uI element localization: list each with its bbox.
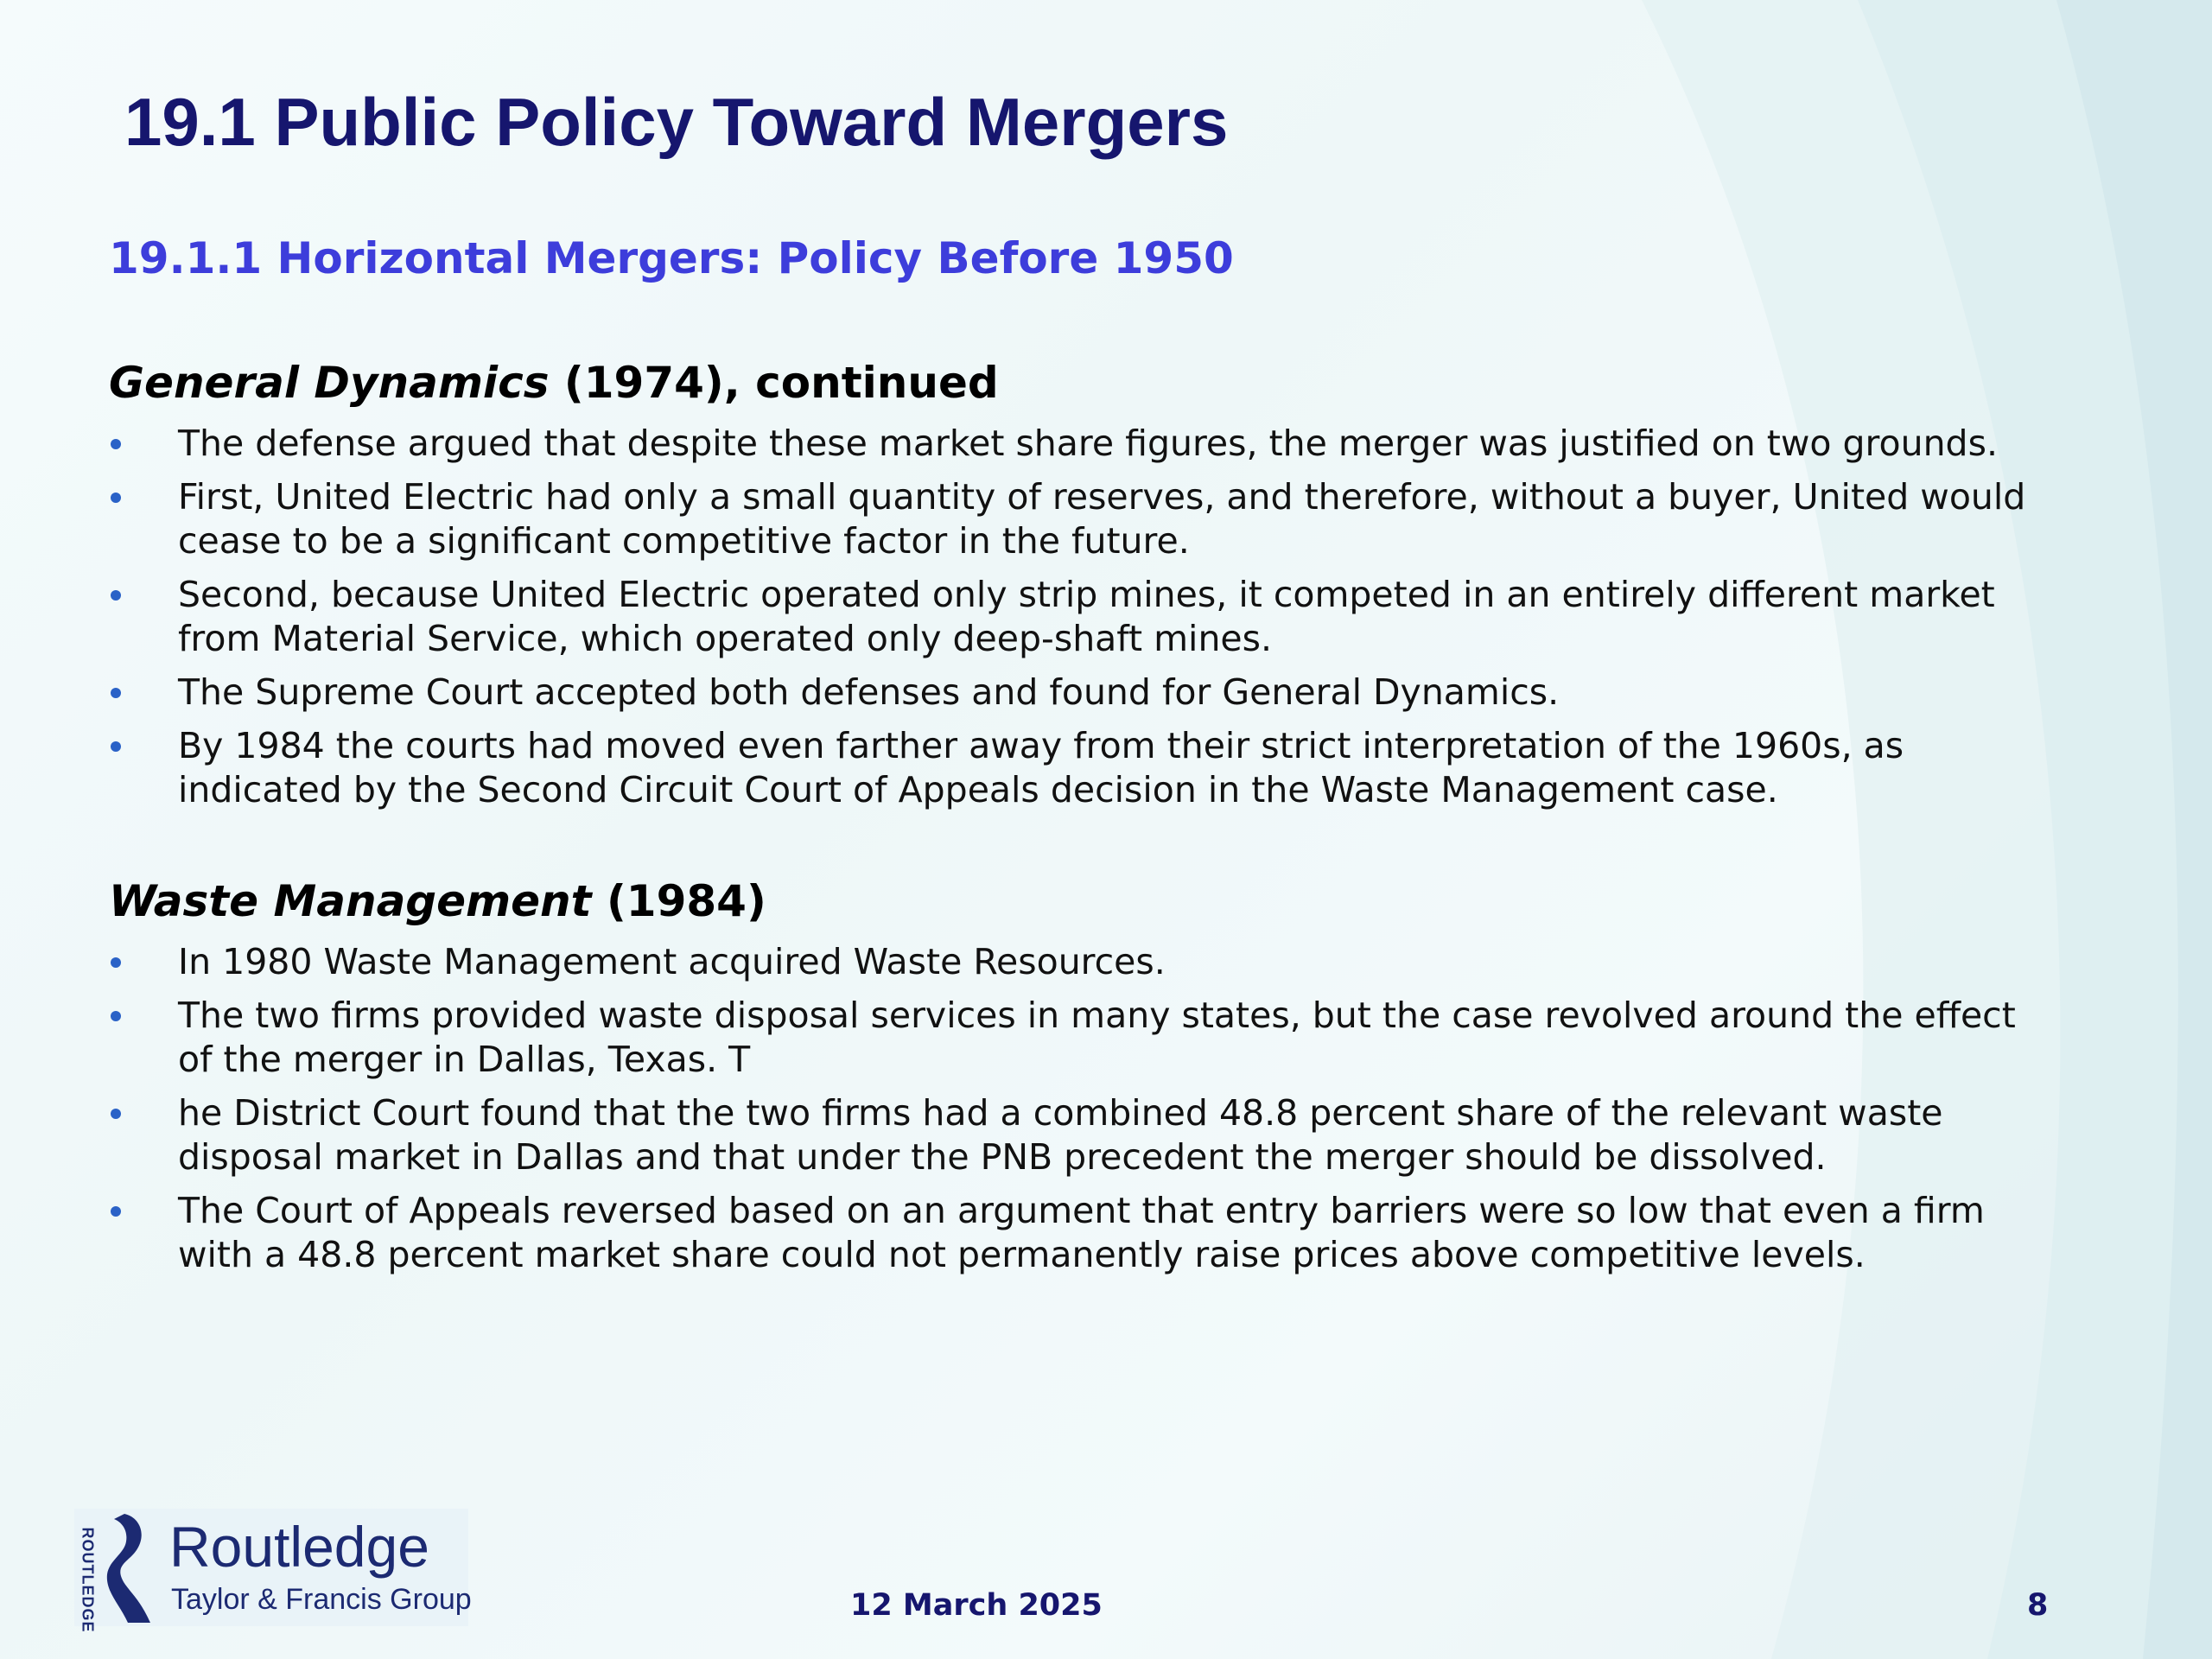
bullet-text: Second, because United Electric operated only strip mines, it competed in an entirely different market from Material Service, which operated only deep-shaft mines.	[178, 574, 1995, 659]
bullet-text: The Court of Appeals reversed based on an argument that entry barriers were so low that even a firm with a 48.8 percent market share could not permanently raise prices above competitive levels.	[178, 1190, 1985, 1275]
bullet-icon	[111, 493, 121, 503]
section-heading	[109, 873, 2036, 930]
logo-name: Routledge	[169, 1515, 429, 1579]
bullet-icon	[111, 439, 121, 449]
bullet-item	[109, 1091, 2036, 1179]
slide-content	[109, 354, 2036, 1287]
bullet-text: By 1984 the courts had moved even farther away from their strict interpretation of the 1960s, as indicated by the Second Circuit Court of Appeals decision in the Waste Management case.	[178, 725, 1904, 810]
case-name: Waste Management	[109, 876, 592, 926]
routledge-logo	[74, 1509, 472, 1633]
bullet-item	[109, 940, 2036, 984]
bullet-item	[109, 475, 2036, 563]
bullet-item	[109, 422, 2036, 466]
slide-title: 19.1 Public Policy Toward Mergers	[124, 84, 1229, 160]
bullet-list	[109, 940, 2036, 1277]
section-waste-management	[109, 873, 2036, 1277]
section-general-dynamics	[109, 354, 2036, 812]
bullet-text: he District Court found that the two firms had a combined 48.8 percent share of the relevant waste disposal market in Dallas and that under the PNB precedent the merger should be dissolved.	[178, 1092, 1943, 1178]
bullet-text: The two firms provided waste disposal services in many states, but the case revolved around the effect of the merger in Dallas, Texas. T	[178, 995, 2016, 1080]
page-number: 8	[2027, 1588, 2049, 1623]
bullet-icon	[111, 741, 121, 752]
case-name: General Dynamics	[109, 358, 550, 408]
bullet-list	[109, 422, 2036, 812]
bullet-icon	[111, 688, 121, 698]
footer-date: 12 March 2025	[850, 1588, 1103, 1623]
bullet-text: In 1980 Waste Management acquired Waste Resources.	[178, 941, 1166, 982]
bullet-item	[109, 994, 2036, 1082]
bullet-item	[109, 671, 2036, 715]
bullet-text: First, United Electric had only a small quantity of reserves, and therefore, without a buyer, United would cease to be a significant competitive factor in the future.	[178, 476, 2026, 562]
bullet-item	[109, 724, 2036, 812]
bullet-item	[109, 1189, 2036, 1277]
bullet-text: The Supreme Court accepted both defenses and found for General Dynamics.	[178, 671, 1560, 713]
slide-subtitle: 19.1.1 Horizontal Mergers: Policy Before 1950	[109, 233, 1234, 283]
bullet-icon	[111, 1206, 121, 1217]
section-heading	[109, 354, 2036, 411]
bullet-text: The defense argued that despite these market share figures, the merger was justified on two grounds.	[178, 423, 1998, 464]
routledge-vertical-label: ROUTLEDGE	[79, 1527, 97, 1633]
bullet-icon	[111, 590, 121, 601]
bullet-icon	[111, 1109, 121, 1119]
logo-tagline: Taylor & Francis Group	[171, 1583, 472, 1616]
case-year: (1974), continued	[549, 358, 999, 408]
bullet-icon	[111, 1011, 121, 1021]
case-year: (1984)	[591, 876, 766, 926]
bullet-item	[109, 573, 2036, 661]
bullet-icon	[111, 957, 121, 968]
